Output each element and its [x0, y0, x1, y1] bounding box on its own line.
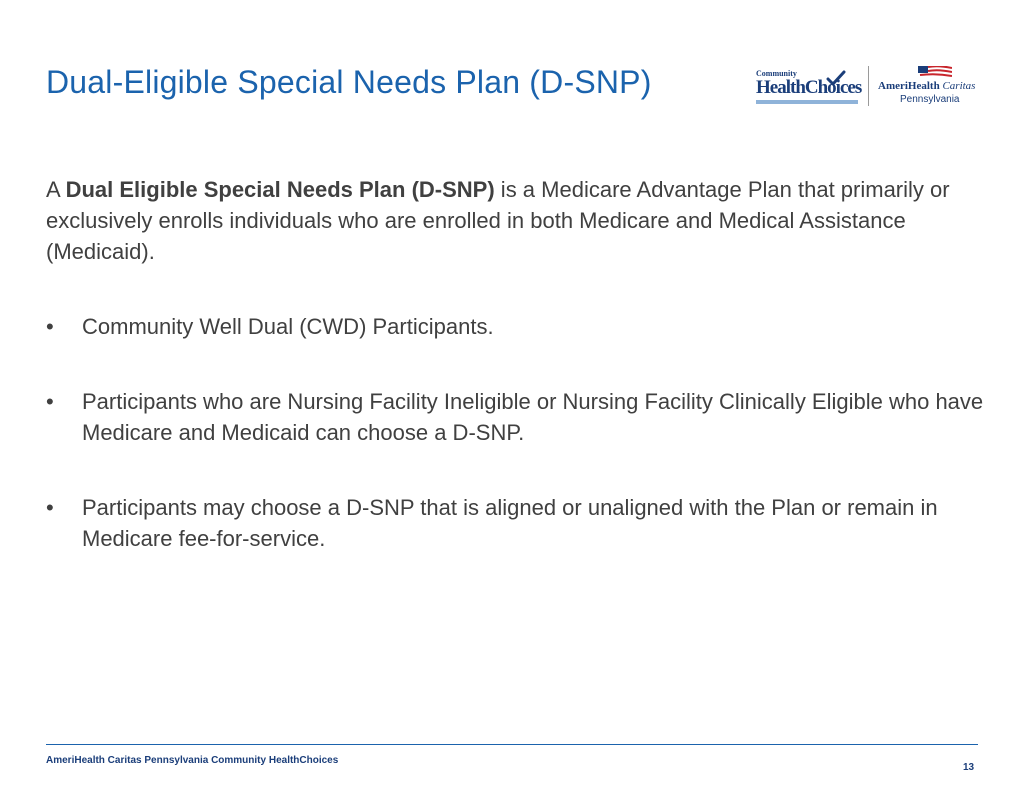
bullet-text: Participants may choose a D-SNP that is aligned or unaligned with the Plan or remain in Medicare fee-for-service. [82, 495, 938, 551]
chc-logo-underline [756, 100, 858, 104]
bullet-text: Community Well Dual (CWD) Participants. [82, 314, 494, 339]
bullet-item [46, 386, 986, 448]
bullet-marker: • [46, 389, 54, 414]
intro-bold-term: Dual Eligible Special Needs Plan (D-SNP) [65, 177, 495, 202]
amh-logo-italic-text: Caritas [942, 80, 976, 92]
intro-prefix: A [46, 177, 66, 202]
chc-logo-big-text: HealthChoices [756, 77, 862, 98]
bullet-marker: • [46, 314, 54, 339]
chc-logo-small-text: Community [756, 69, 797, 78]
intro-paragraph [46, 174, 986, 267]
logo-divider [868, 66, 869, 106]
amh-logo-subtitle: Pennsylvania [900, 94, 960, 105]
bullet-item [46, 492, 986, 554]
slide-title: Dual-Eligible Special Needs Plan (D-SNP) [46, 64, 652, 100]
bullet-marker: • [46, 495, 54, 520]
slide-body [46, 174, 986, 554]
bullet-list [46, 311, 986, 554]
bullet-item [46, 311, 986, 342]
flag-icon [918, 66, 952, 78]
amh-logo-bold-text: AmeriHealth [878, 80, 940, 92]
community-healthchoices-logo [756, 70, 860, 104]
page-number: 13 [963, 762, 975, 773]
intro-rest: is a Medicare Advantage Plan that primarily or exclusively enrolls individuals who are enrolled in both Medicare and Medical Assistance (Medicaid). [46, 177, 950, 264]
logos [756, 66, 982, 110]
footer-divider [46, 744, 978, 745]
checkmark-icon [826, 70, 846, 86]
bullet-text: Participants who are Nursing Facility Ineligible or Nursing Facility Clinically Eligible who have Medicare and Medicaid can choose a D-SNP. [82, 389, 984, 445]
footer-text: AmeriHealth Caritas Pennsylvania Community HealthChoices [46, 755, 339, 766]
